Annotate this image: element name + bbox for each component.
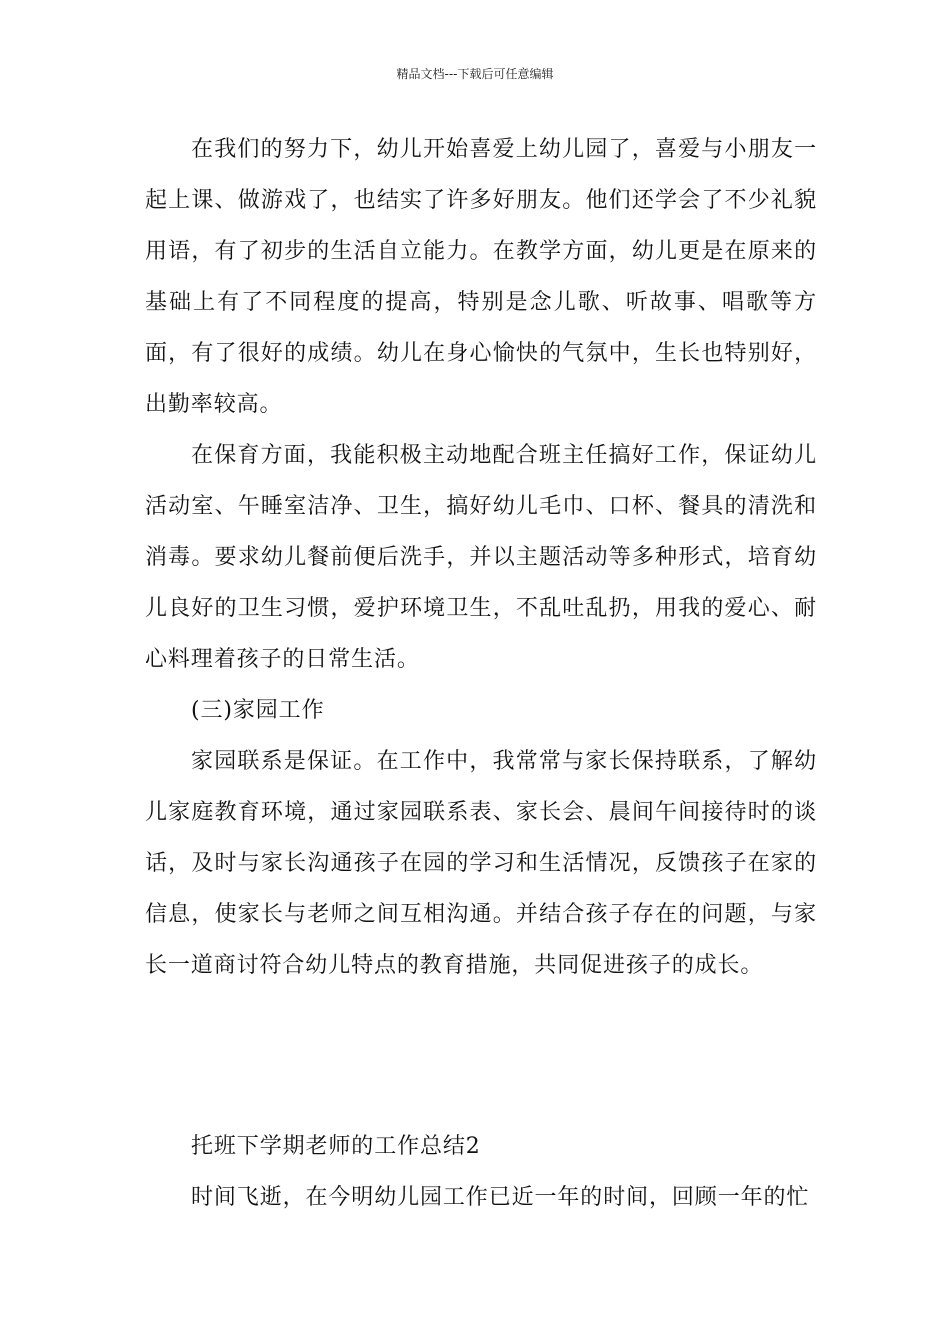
- paragraph-achievements: 在我们的努力下，幼儿开始喜爱上幼儿园了，喜爱与小朋友一起上课、做游戏了，也结实了许多好朋友。他们还学会了不少礼貌用语，有了初步的生活自立能力。在教学方面，幼儿更是在原来的基础上有了不同程度的提高，特别是念儿歌、听故事、唱歌等方面，有了很好的成绩。幼儿在身心愉快的气氛中，生长也特别好，出勤率较高。: [145, 137, 817, 417]
- main-body-section: [145, 124, 817, 991]
- paragraph-childcare: 在保育方面，我能积极主动地配合班主任搞好工作，保证幼儿活动室、午睡室洁净、卫生，搞好幼儿毛巾、口杯、餐具的清洗和消毒。要求幼儿餐前便后洗手，并以主题活动等多种形式，培育幼儿良好的卫生习惯，爱护环境卫生，不乱吐乱扔，用我的爱心、耐心料理着孩子的日常生活。: [145, 443, 817, 672]
- page-header: 精品文档---下载后可任意编辑: [396, 67, 554, 81]
- summary-title: 托班下学期老师的工作总结2: [191, 1134, 481, 1159]
- paragraph-summary-opening: 时间飞逝，在今明幼儿园工作已近一年的时间，回顾一年的忙: [191, 1185, 810, 1210]
- paragraph-home-school-work: 家园联系是保证。在工作中，我常常与家长保持联系，了解幼儿家庭教育环境，通过家园联系表、家长会、晨间午间接待时的谈话，及时与家长沟通孩子在园的学习和生活情况，反馈孩子在家的信息，使家长与老师之间互相沟通。并结合孩子存在的问题，与家长一道商讨符合幼儿特点的教育措施，共同促进孩子的成长。: [145, 749, 817, 978]
- second-summary-section: [145, 1121, 817, 1223]
- section-heading-home-school: (三)家园工作: [191, 698, 325, 723]
